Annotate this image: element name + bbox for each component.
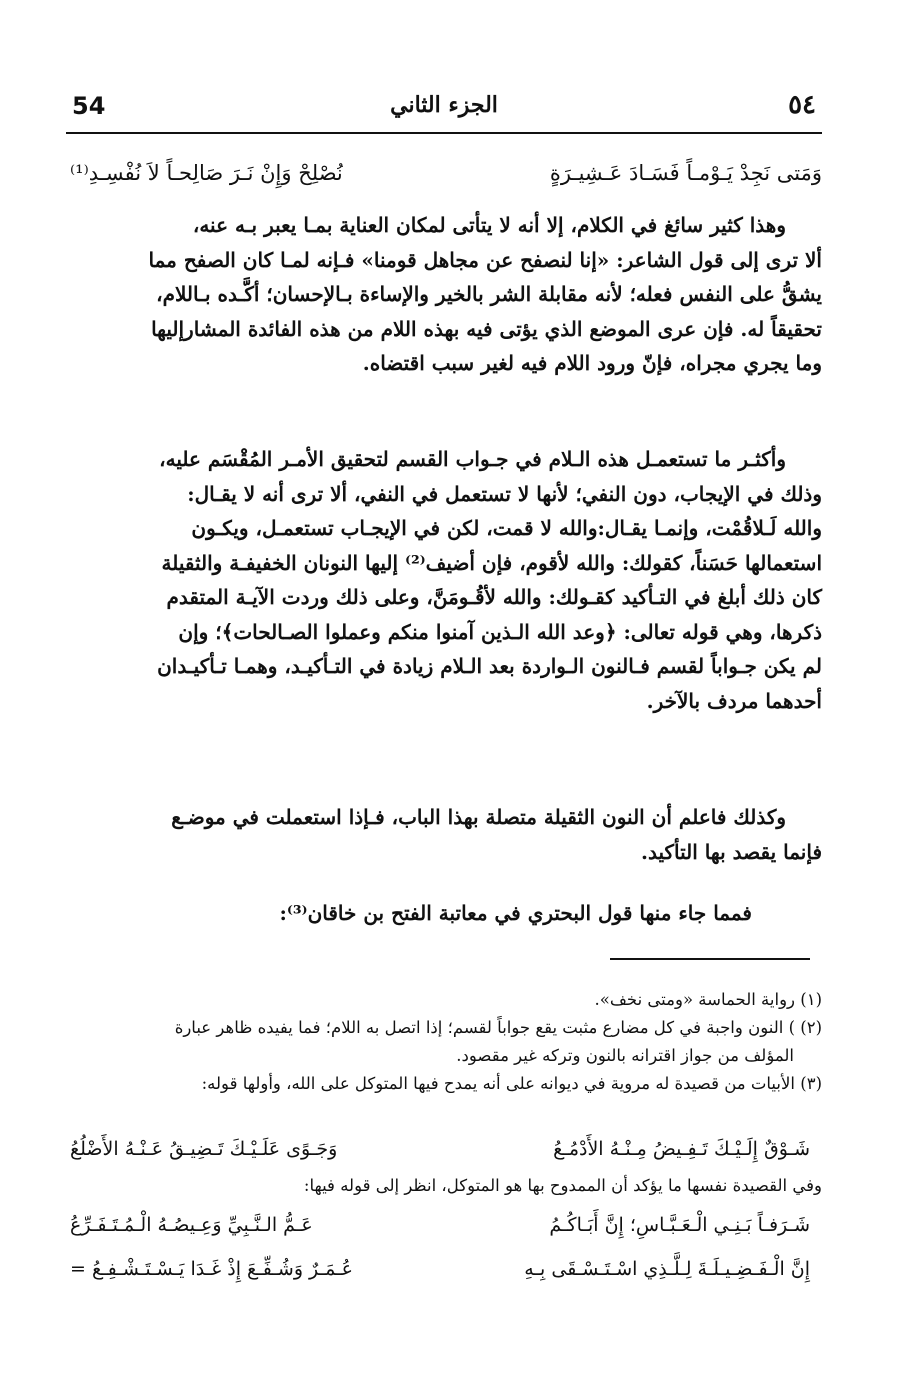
footnote-verse-2: [70, 1210, 810, 1240]
footnote-2-continued: المؤلف من جواز اقترانه بالنون وتركه غير مقصود.: [456, 1046, 794, 1065]
paragraph-1: [70, 208, 822, 381]
verse-second-hemistich: عَـمُّ الـنَّـبِيِّ وَعِـيصُـهُ الْـمُـتَـفَـرِّعُ: [70, 1214, 313, 1236]
paragraph-line: تحقيقاً له. فإن عرى الموضع الذي يؤتى فيه بهذه اللام من هذه الفائدة المشارإليها: [151, 316, 822, 341]
footnote-2: (٢) ) النون واجبة في كل مضارع مثبت يقع جواباً لقسم؛ إذا اتصل به اللام؛ فما يفيده ظاهر عبارة: [174, 1018, 822, 1037]
verse-second-hemistich: وَجَـوًى عَلَـيْـكَ تَـضِيـقُ عَـنْـهُ الأَضْلُعُ: [70, 1138, 338, 1160]
verse-second-hemistich: نُصْلِحْ وَإِنْ نَـرَ صَالِحـاً لاَ نُفْسِـدِ⁽¹⁾: [70, 161, 343, 185]
paragraph-line: ذكرها، وهي قوله تعالى: ﴿وعد الله الـذين آمنوا منكم وعملوا الصـالحات﴾؛ وإن: [178, 619, 822, 644]
verse-second-hemistich: عُـمَـرٌ وَشُـفِّـعَ إِذْ غَـدَا يَـسْـتَـشْـفِـعُ =: [70, 1258, 353, 1280]
paragraph-line: يشقُّ على النفس فعله؛ لأنه مقابلة الشر بالخير والإساءة بـالإحسان؛ أكَّـده بـاللام،: [156, 282, 822, 306]
paragraph-2: [70, 442, 822, 718]
paragraph-line: كان ذلك أبلغ في التـأكيد كقـولك: والله لأقُـومَنَّ، وعلى ذلك وردت الآيـة المتقدم: [166, 585, 822, 609]
footnote-verse-3: [70, 1254, 810, 1284]
paragraph-line: ألا ترى إلى قول الشاعر: «إنا لنصفح عن مجاهل قومنا» فـإنه لمـا كان الصفح مما: [148, 247, 822, 272]
paragraph-3: [70, 800, 822, 869]
paragraph-line: وذلك في الإيجاب، دون النفي؛ لأنها لا تستعمل في النفي، ألا ترى أنه لا يقـال:: [187, 481, 822, 506]
footnotes: [70, 986, 822, 1098]
paragraph-line: وما يجري مجراه، فإنّ ورود اللام فيه لغير سبب اقتضاه.: [362, 351, 822, 375]
footnote-3: (٣) الأبيات من قصيدة له مروية في ديوانه على أنه يمدح فيها المتوكل على الله، وأولها قوله:: [201, 1074, 822, 1093]
footnote-1: (١) رواية الحماسة «ومتى نخف».: [594, 990, 822, 1009]
paragraph-line: استعمالها حَسَناً، كقولك: والله لأقوم، فإن أضيف⁽²⁾ إليها النونان الخفيفـة والثقيلة: [161, 550, 822, 575]
poem-verse: [70, 158, 822, 188]
verse-first-hemistich: إِنَّ الْـفَـضِـيـلَـةَ لِـلَّـذِي اسْـتَـسْـقَى بِـهِ: [524, 1258, 810, 1280]
footnote-3-continued: [70, 1172, 822, 1200]
footnote-verse-1: [70, 1134, 810, 1164]
page-number-arabic: ٥٤: [788, 90, 816, 120]
paragraph-line: وأكثـر ما تستعمـل هذه الـلام في جـواب القسم لتحقيق الأمـر المُقْسَم عليه،: [159, 447, 786, 471]
paragraph-line: والله لَـلاقُمْت، وإنمـا يقـال:والله لا قمت، لكن في الإيجـاب تستعمـل، ويكـون: [191, 516, 822, 540]
paragraph-line: أحدهما مردف بالآخر.: [646, 688, 822, 713]
paragraph-4: [70, 896, 822, 931]
paragraph-line: فإنما يقصد بها التأكيد.: [641, 839, 822, 864]
paragraph-line: وهذا كثير سائغ في الكلام، إلا أنه لا يتأتى لمكان العناية بمـا يعبر بـه عنه،: [192, 213, 786, 237]
part-title: الجزء الثاني: [390, 92, 498, 118]
paragraph-line: وكذلك فاعلم أن النون الثقيلة متصلة بهذا الباب، فـإذا استعملت في موضـع: [171, 805, 786, 829]
paragraph-line: فمما جاء منها قول البحتري في معاتبة الفتح بن خاقان⁽³⁾:: [279, 901, 752, 925]
paragraph-line: لم يكن جـواباً لقسم فـالنون الـواردة بعد الـلام زيادة في التـأكيـد، وهمـا تـأكيـدان: [157, 654, 822, 678]
page-number-latin: 54: [72, 92, 106, 120]
footnote-separator: [610, 958, 810, 960]
verse-first-hemistich: شَـرَفـاً بَـنِـي الْـعَـبَّـاسِ؛ إِنَّ أَبَـاكُـمُ: [549, 1214, 810, 1236]
page-header: [66, 92, 822, 134]
footnote-3-line-2: وفي القصيدة نفسها ما يؤكد أن الممدوح بها هو المتوكل، انظر إلى قوله فيها:: [303, 1176, 822, 1195]
verse-first-hemistich: وَمَتى نَجِدْ يَـوْمـاً فَسَـادَ عَـشِيـرَةٍ: [549, 161, 822, 185]
verse-first-hemistich: شَـوْقٌ إِلَـيْـكَ تَـفِـيضُ مِـنْـهُ الأَدْمُـعُ: [553, 1138, 810, 1160]
